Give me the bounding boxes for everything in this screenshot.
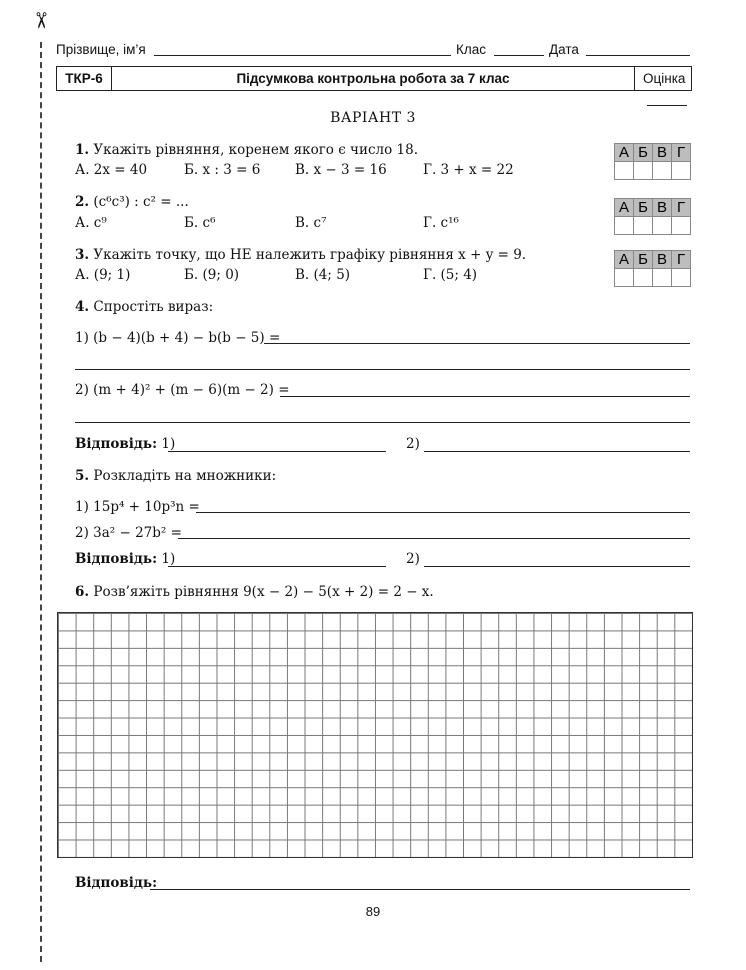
answer-box[interactable]	[633, 268, 653, 287]
work-grid[interactable]	[57, 612, 693, 858]
q2-option-a[interactable]: А. c⁹	[75, 215, 107, 231]
q1-number: 1.	[75, 142, 90, 158]
answer-box[interactable]	[652, 161, 672, 180]
answer-letter: Б	[633, 198, 653, 217]
q2-option-v[interactable]: В. c⁷	[295, 215, 327, 231]
answer-letter: А	[614, 198, 634, 217]
question-2	[75, 194, 189, 210]
q4-answer-row	[75, 436, 175, 452]
q3-answer-grid	[614, 250, 690, 286]
q4-item-1: 1) (b − 4)(b + 4) − b(b − 5) =	[75, 330, 281, 346]
q4-answer-line-2[interactable]	[280, 396, 690, 397]
q2-option-g[interactable]: Г. c¹⁶	[423, 215, 459, 231]
q3-text: Укажіть точку, що НЕ належить графіку рівняння x + y = 9.	[93, 247, 527, 263]
q4-item-2: 2) (m + 4)² + (m − 6)(m − 2) =	[75, 382, 290, 398]
q5-answer-line-1[interactable]	[196, 512, 690, 513]
answer-2-label: 2)	[406, 551, 420, 567]
q1-option-v[interactable]: В. x − 3 = 16	[295, 162, 387, 178]
answer-1-label: 1)	[161, 436, 176, 452]
q3-option-v[interactable]: В. (4; 5)	[295, 267, 351, 283]
q5-number: 5.	[75, 468, 90, 484]
answer-2-label: 2)	[406, 436, 420, 452]
q1-answer-grid	[614, 143, 690, 179]
test-header	[56, 66, 692, 91]
q4-answer-2-field[interactable]	[424, 451, 690, 452]
answer-letter: В	[652, 250, 672, 269]
answer-box[interactable]	[652, 268, 672, 287]
q2-text: (c⁶c³) : c² = ...	[93, 194, 189, 210]
answer-box[interactable]	[633, 216, 653, 235]
q3-option-g[interactable]: Г. (5; 4)	[423, 267, 478, 283]
answer-letter: Б	[633, 250, 653, 269]
q5-answer-2-field[interactable]	[424, 566, 690, 567]
q1-option-b[interactable]: Б. x : 3 = 6	[184, 162, 261, 178]
answer-box[interactable]	[614, 216, 634, 235]
class-field[interactable]	[494, 55, 544, 56]
q5-item-1: 1) 15p⁴ + 10p³n =	[75, 499, 200, 515]
q5-item-2: 2) 3a² − 27b² =	[75, 525, 182, 541]
q6-number: 6.	[75, 584, 90, 600]
q6-answer-field[interactable]	[150, 889, 690, 890]
variant-title: ВАРІАНТ 3	[330, 110, 416, 126]
q1-text: Укажіть рівняння, коренем якого є число 18.	[93, 142, 418, 158]
grade-cell	[634, 67, 700, 90]
answer-letter: В	[652, 143, 672, 162]
question-5	[75, 468, 276, 484]
date-field[interactable]	[586, 55, 690, 56]
answer-letter: Г	[671, 198, 691, 217]
test-code: ТКР-6	[57, 67, 112, 90]
date-label: Дата	[549, 42, 579, 57]
q5-text: Розкладіть на множники:	[93, 468, 277, 484]
q3-option-b[interactable]: Б. (9; 0)	[184, 267, 240, 283]
page-number: 89	[365, 904, 381, 919]
q1-option-g[interactable]: Г. 3 + x = 22	[423, 162, 514, 178]
answer-box[interactable]	[633, 161, 653, 180]
cut-line	[40, 42, 42, 962]
q4-answer-line-1b[interactable]	[75, 369, 690, 370]
grade-label: Оцінка	[643, 71, 686, 86]
q5-answer-row	[75, 551, 175, 567]
answer-letter: А	[614, 143, 634, 162]
answer-box[interactable]	[671, 268, 691, 287]
surname-label: Прізвище, ім’я	[56, 42, 146, 57]
answer-letter: А	[614, 250, 634, 269]
scissors-icon: ✂	[27, 11, 53, 30]
q4-answer-line-2b[interactable]	[75, 422, 690, 423]
answer-box[interactable]	[671, 216, 691, 235]
answer-label: Відповідь:	[75, 436, 158, 452]
q5-answer-line-2[interactable]	[178, 538, 690, 539]
answer-letter: Г	[671, 143, 691, 162]
question-3	[75, 247, 526, 263]
q1-option-a[interactable]: А. 2x = 40	[75, 162, 148, 178]
surname-field[interactable]	[154, 55, 451, 56]
answer-letter: Б	[633, 143, 653, 162]
answer-box[interactable]	[614, 161, 634, 180]
q3-number: 3.	[75, 247, 90, 263]
answer-box[interactable]	[652, 216, 672, 235]
q4-answer-line-1[interactable]	[264, 343, 690, 344]
q6-text: Розв’яжіть рівняння 9(x − 2) − 5(x + 2) = 2 − x.	[93, 584, 434, 600]
answer-label: Відповідь:	[75, 551, 158, 567]
q2-answer-grid	[614, 198, 690, 234]
q6-answer-row	[75, 875, 157, 891]
answer-1-label: 1)	[161, 551, 176, 567]
answer-letter: Г	[671, 250, 691, 269]
answer-box[interactable]	[614, 268, 634, 287]
q4-text: Спростіть вираз:	[93, 299, 214, 315]
q2-option-b[interactable]: Б. c⁶	[184, 215, 216, 231]
q4-answer-1-field[interactable]	[168, 451, 386, 452]
q3-option-a[interactable]: А. (9; 1)	[75, 267, 131, 283]
q4-number: 4.	[75, 299, 90, 315]
question-6	[75, 584, 434, 600]
q2-number: 2.	[75, 194, 90, 210]
test-title: Підсумкова контрольна робота за 7 клас	[236, 71, 510, 86]
answer-label: Відповідь:	[75, 875, 158, 891]
answer-letter: В	[652, 198, 672, 217]
grade-field[interactable]	[647, 95, 687, 106]
answer-box[interactable]	[671, 161, 691, 180]
q5-answer-1-field[interactable]	[168, 566, 386, 567]
question-4	[75, 299, 213, 315]
question-1	[75, 142, 418, 158]
class-label: Клас	[456, 42, 486, 57]
